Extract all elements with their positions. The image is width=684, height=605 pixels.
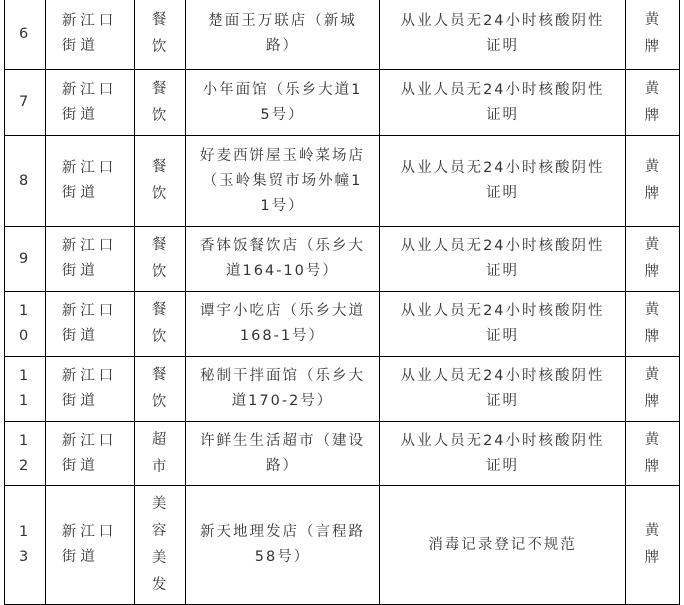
business-name-cell: 好麦西饼屋玉岭菜场店（玉岭集贸市场外幢11号） xyxy=(186,136,380,227)
warning-level-cell: 黄牌 xyxy=(626,486,680,605)
street-cell: 新江口街道 xyxy=(46,292,134,357)
warning-level-cell: 黄牌 xyxy=(626,422,680,486)
row-number: 6 xyxy=(5,0,46,70)
row-number: 7 xyxy=(5,70,46,136)
warning-level-cell: 黄牌 xyxy=(626,357,680,422)
table-row xyxy=(5,422,680,486)
warning-level-cell: 黄牌 xyxy=(626,70,680,136)
table-row xyxy=(5,486,680,605)
warning-level-cell: 黄牌 xyxy=(626,292,680,357)
table-row xyxy=(5,0,680,70)
issue-cell: 从业人员无24小时核酸阴性证明 xyxy=(379,357,625,422)
category-cell: 餐饮 xyxy=(134,357,186,422)
issue-cell: 从业人员无24小时核酸阴性证明 xyxy=(379,227,625,292)
street-cell: 新江口街道 xyxy=(46,70,134,136)
category-cell: 餐饮 xyxy=(134,0,186,70)
warning-level-cell: 黄牌 xyxy=(626,136,680,227)
street-cell: 新江口街道 xyxy=(46,136,134,227)
row-number: 8 xyxy=(5,136,46,227)
row-number: 11 xyxy=(5,357,46,422)
street-cell: 新江口街道 xyxy=(46,227,134,292)
row-number: 13 xyxy=(5,486,46,605)
warning-level-cell: 黄牌 xyxy=(626,0,680,70)
issue-cell: 消毒记录登记不规范 xyxy=(379,486,625,605)
inspection-table xyxy=(4,0,680,605)
business-name-cell: 许鲜生生活超市（建设路） xyxy=(186,422,380,486)
business-name-cell: 楚面王万联店（新城路） xyxy=(186,0,380,70)
street-cell: 新江口街道 xyxy=(46,422,134,486)
category-cell: 餐饮 xyxy=(134,136,186,227)
table-row xyxy=(5,227,680,292)
street-cell: 新江口街道 xyxy=(46,357,134,422)
table-row xyxy=(5,136,680,227)
street-cell: 新江口街道 xyxy=(46,0,134,70)
issue-cell: 从业人员无24小时核酸阴性证明 xyxy=(379,422,625,486)
street-cell: 新江口街道 xyxy=(46,486,134,605)
table-row xyxy=(5,70,680,136)
category-cell: 超市 xyxy=(134,422,186,486)
category-cell: 餐饮 xyxy=(134,292,186,357)
table-row xyxy=(5,292,680,357)
issue-cell: 从业人员无24小时核酸阴性证明 xyxy=(379,70,625,136)
issue-cell: 从业人员无24小时核酸阴性证明 xyxy=(379,292,625,357)
row-number: 10 xyxy=(5,292,46,357)
warning-level-cell: 黄牌 xyxy=(626,227,680,292)
business-name-cell: 香钵饭餐饮店（乐乡大道164-10号） xyxy=(186,227,380,292)
row-number: 9 xyxy=(5,227,46,292)
table-row xyxy=(5,357,680,422)
category-cell: 餐饮 xyxy=(134,70,186,136)
business-name-cell: 秘制干拌面馆（乐乡大道170-2号） xyxy=(186,357,380,422)
issue-cell: 从业人员无24小时核酸阴性证明 xyxy=(379,0,625,70)
issue-cell: 从业人员无24小时核酸阴性证明 xyxy=(379,136,625,227)
business-name-cell: 谭宇小吃店（乐乡大道168-1号） xyxy=(186,292,380,357)
category-cell: 美容美发 xyxy=(134,486,186,605)
category-cell: 餐饮 xyxy=(134,227,186,292)
business-name-cell: 小年面馆（乐乡大道15号） xyxy=(186,70,380,136)
business-name-cell: 新天地理发店（言程路58号） xyxy=(186,486,380,605)
row-number: 12 xyxy=(5,422,46,486)
